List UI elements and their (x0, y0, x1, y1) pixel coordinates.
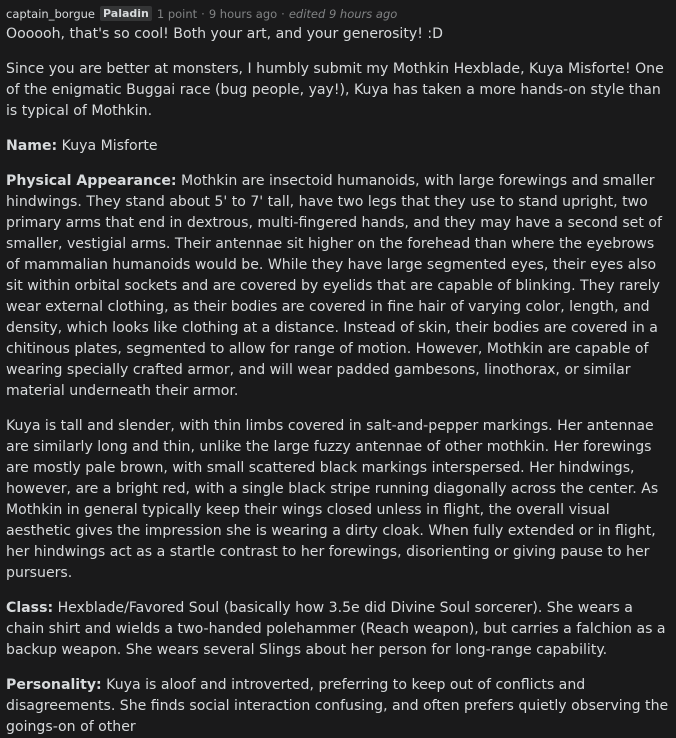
comment-meta (6, 5, 670, 22)
appearance-label: Physical Appearance: (6, 173, 177, 189)
name-value: Kuya Misforte (57, 138, 158, 154)
paragraph-personality (6, 675, 670, 738)
class-value: Hexblade/Favored Soul (basically how 3.5e did Divine Soul sorcerer). She wears a chain shirt and wields a two-handed polehammer (Reach weapon), but carries a falchion as a backup weapon. She wears several Slings about her person for long-range capability. (6, 600, 666, 658)
paragraph-appearance (6, 171, 670, 402)
paragraph: Since you are better at monsters, I humbly submit my Mothkin Hexblade, Kuya Misforte! One of the enigmatic Buggai race (bug people, yay!), Kuya has taken a more hands-on style than is typical of Mothkin. (6, 61, 664, 119)
appearance-value: Mothkin are insectoid humanoids, with large forewings and smaller hindwings. They stand about 5' to 7' tall, have two legs that they use to stand upright, two primary arms that end in dextrous, multi-fingered hands, and they may have a second set of smaller, vestigial arms. Their antennae sit higher on the forehead than where the eyebrows of mammalian humanoids would be. While they have large segmented eyes, their eyes also sit within orbital sockets and are covered by eyelids that are capable of blinking. They rarely wear external clothing, as their bodies are covered in fine hair of varying color, length, and density, which looks like clothing at a distance. Instead of skin, their bodies are covered in a chitinous plates, segmented to allow for range of motion. However, Mothkin are capable of wearing specially crafted armor, and will wear padded gambesons, linothorax, or similar material underneath their armor. (6, 173, 662, 399)
paragraph: Kuya is tall and slender, with thin limbs covered in salt-and-pepper markings. Her antennae are similarly long and thin, unlike the large fuzzy antennae of other mothkin. Her forewings are mostly pale brown, with small scattered black markings interspersed. Her hindwings, however, are a bright red, with a single black stripe running diagonally across the center. As Mothkin in general typically keep their wings closed unless in flight, the overall visual aesthetic gives the impression she is wearing a dirty cloak. When fully extended or in flight, her hindwings act as a startle contrast to her forewings, disorienting or giving pause to her pursuers. (6, 418, 659, 581)
timestamp[interactable]: 9 hours ago (208, 6, 278, 21)
personality-value: Kuya is aloof and introverted, preferring to keep out of conflicts and disagreements. She finds social interaction confusing, and often prefers quietly observing the goings-on of other (6, 677, 669, 735)
edited-timestamp: edited 9 hours ago (288, 6, 398, 21)
user-flair: Paladin (100, 6, 152, 21)
author-link[interactable]: captain_borgue (6, 6, 95, 21)
personality-label: Personality: (6, 677, 102, 693)
separator: · (201, 6, 205, 21)
paragraph-name (6, 136, 670, 157)
paragraph: Oooooh, that's so cool! Both your art, and your generosity! :D (6, 26, 443, 42)
paragraph-class (6, 598, 670, 661)
separator: · (281, 6, 285, 21)
class-label: Class: (6, 600, 54, 616)
comment-body (6, 24, 670, 738)
score: 1 point (156, 6, 198, 21)
name-label: Name: (6, 138, 58, 154)
